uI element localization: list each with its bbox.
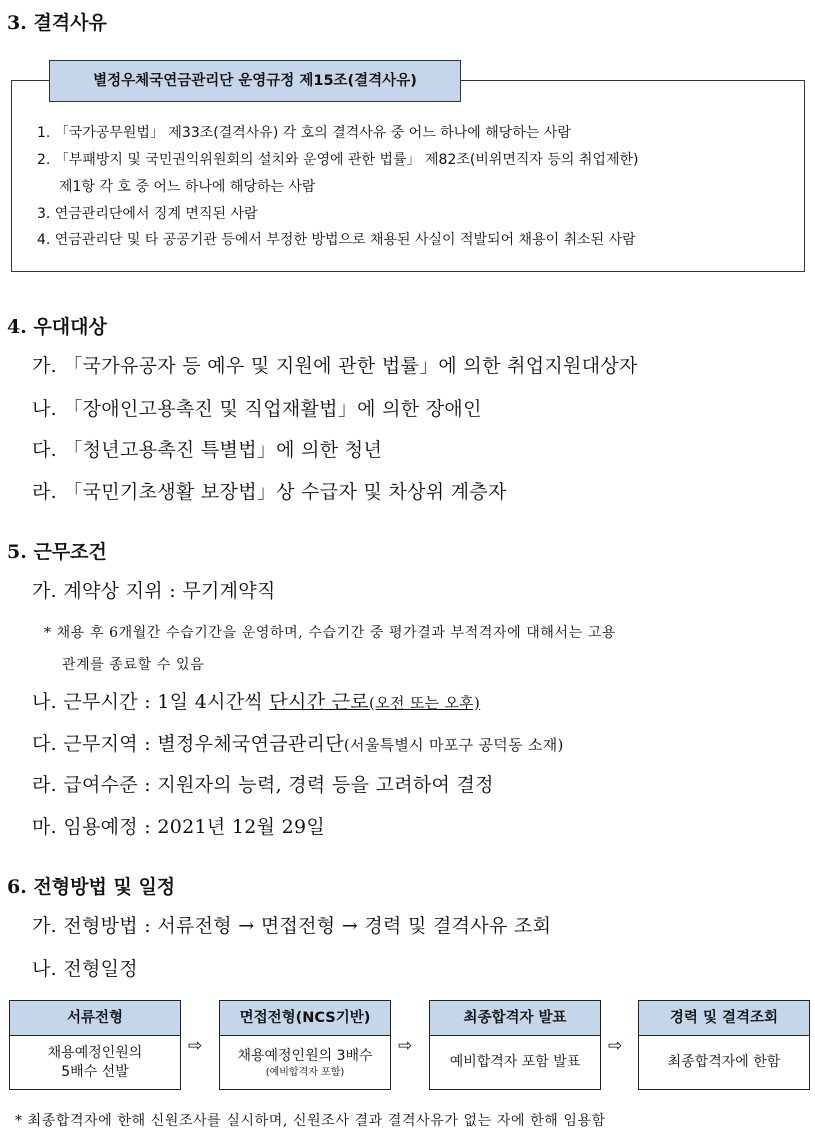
section-3-heading: 3. 결격사유 (7, 12, 107, 34)
footnote: * 최종합격자에 한해 신원조사를 실시하며, 신원조사 결과 결격사유가 없는 자에 한해 임용함 (15, 1113, 606, 1129)
stage-title: 면접전형(NCS기반) (220, 1001, 390, 1036)
stage-desc: 채용예정인원의 (47, 1044, 143, 1061)
disq-item-4: 4. 연금관리단 및 타 공공기관 등에서 부정한 방법으로 채용된 사실이 적발되어 채용이 취소된 사람 (37, 232, 636, 248)
preference-item-1: 가. 「국가유공자 등 예우 및 지원에 관한 법률」에 의한 취업지원대상자 (32, 355, 638, 377)
work-hours: 나. 근무시간 : 1일 4시간씩 단시간 근로(오전 또는 오후) (32, 691, 481, 713)
stage-title: 서류전형 (10, 1001, 180, 1036)
preference-item-3: 다. 「청년고용촉진 특별법」에 의한 청년 (32, 439, 383, 461)
right-arrow-icon: ⇨ (608, 1036, 623, 1056)
stage-background-check (638, 1000, 810, 1090)
regulation-title: 별정우체국연금관리단 운영규정 제15조(결격사유) (49, 60, 461, 102)
appointment-date: 마. 임용예정 : 2021년 12월 29일 (32, 816, 326, 838)
stage-final-announcement (429, 1000, 601, 1090)
right-arrow-icon: ⇨ (188, 1036, 203, 1056)
section-5-heading: 5. 근무조건 (7, 541, 107, 563)
salary-level: 라. 급여수준 : 지원자의 능력, 경력 등을 고려하여 결정 (32, 774, 494, 796)
stage-desc-2: (예비합격자 포함) (265, 1066, 345, 1078)
selection-schedule-label: 나. 전형일정 (32, 958, 138, 980)
preference-item-2: 나. 「장애인고용촉진 및 직업재활법」에 의한 장애인 (32, 398, 482, 420)
contract-status: 가. 계약상 지위 : 무기계약직 (32, 580, 276, 602)
stage-desc-2: 5배수 선발 (61, 1063, 129, 1080)
disq-item-3: 3. 연금관리단에서 징계 면직된 사람 (37, 206, 258, 222)
stage-desc: 최종합격자에 한함 (667, 1054, 781, 1070)
stage-interview (219, 1000, 391, 1090)
preference-item-4: 라. 「국민기초생활 보장법」상 수급자 및 차상위 계층자 (32, 481, 507, 503)
stage-title: 경력 및 결격조회 (639, 1001, 809, 1036)
probation-note-cont: 관계를 종료할 수 있음 (62, 657, 205, 673)
stage-document-screening (9, 1000, 181, 1090)
stage-desc: 예비합격자 포함 발표 (449, 1054, 581, 1070)
section-4-heading: 4. 우대대상 (7, 316, 107, 338)
right-arrow-icon: ⇨ (398, 1036, 413, 1056)
stage-title: 최종합격자 발표 (430, 1001, 600, 1036)
selection-method: 가. 전형방법 : 서류전형 → 면접전형 → 경력 및 결격사유 조회 (32, 915, 552, 937)
work-location: 다. 근무지역 : 별정우체국연금관리단(서울특별시 마포구 공덕동 소재) (32, 733, 564, 755)
disq-item-2-cont: 제1항 각 호 중 어느 하나에 해당하는 사람 (59, 179, 316, 195)
probation-note: * 채용 후 6개월간 수습기간을 운영하며, 수습기간 중 평가결과 부적격자에 대해서는 고용 (44, 625, 617, 641)
stage-desc: 채용예정인원의 3배수 (237, 1047, 373, 1064)
disq-item-1: 1. 「국가공무원법」 제33조(결격사유) 각 호의 결격사유 중 어느 하나에 해당하는 사람 (37, 125, 571, 141)
disq-item-2: 2. 「부패방지 및 국민권익위원회의 설치와 운영에 관한 법률」 제82조(비위면직자 등의 취업제한) (37, 152, 639, 168)
section-6-heading: 6. 전형방법 및 일정 (7, 876, 176, 898)
